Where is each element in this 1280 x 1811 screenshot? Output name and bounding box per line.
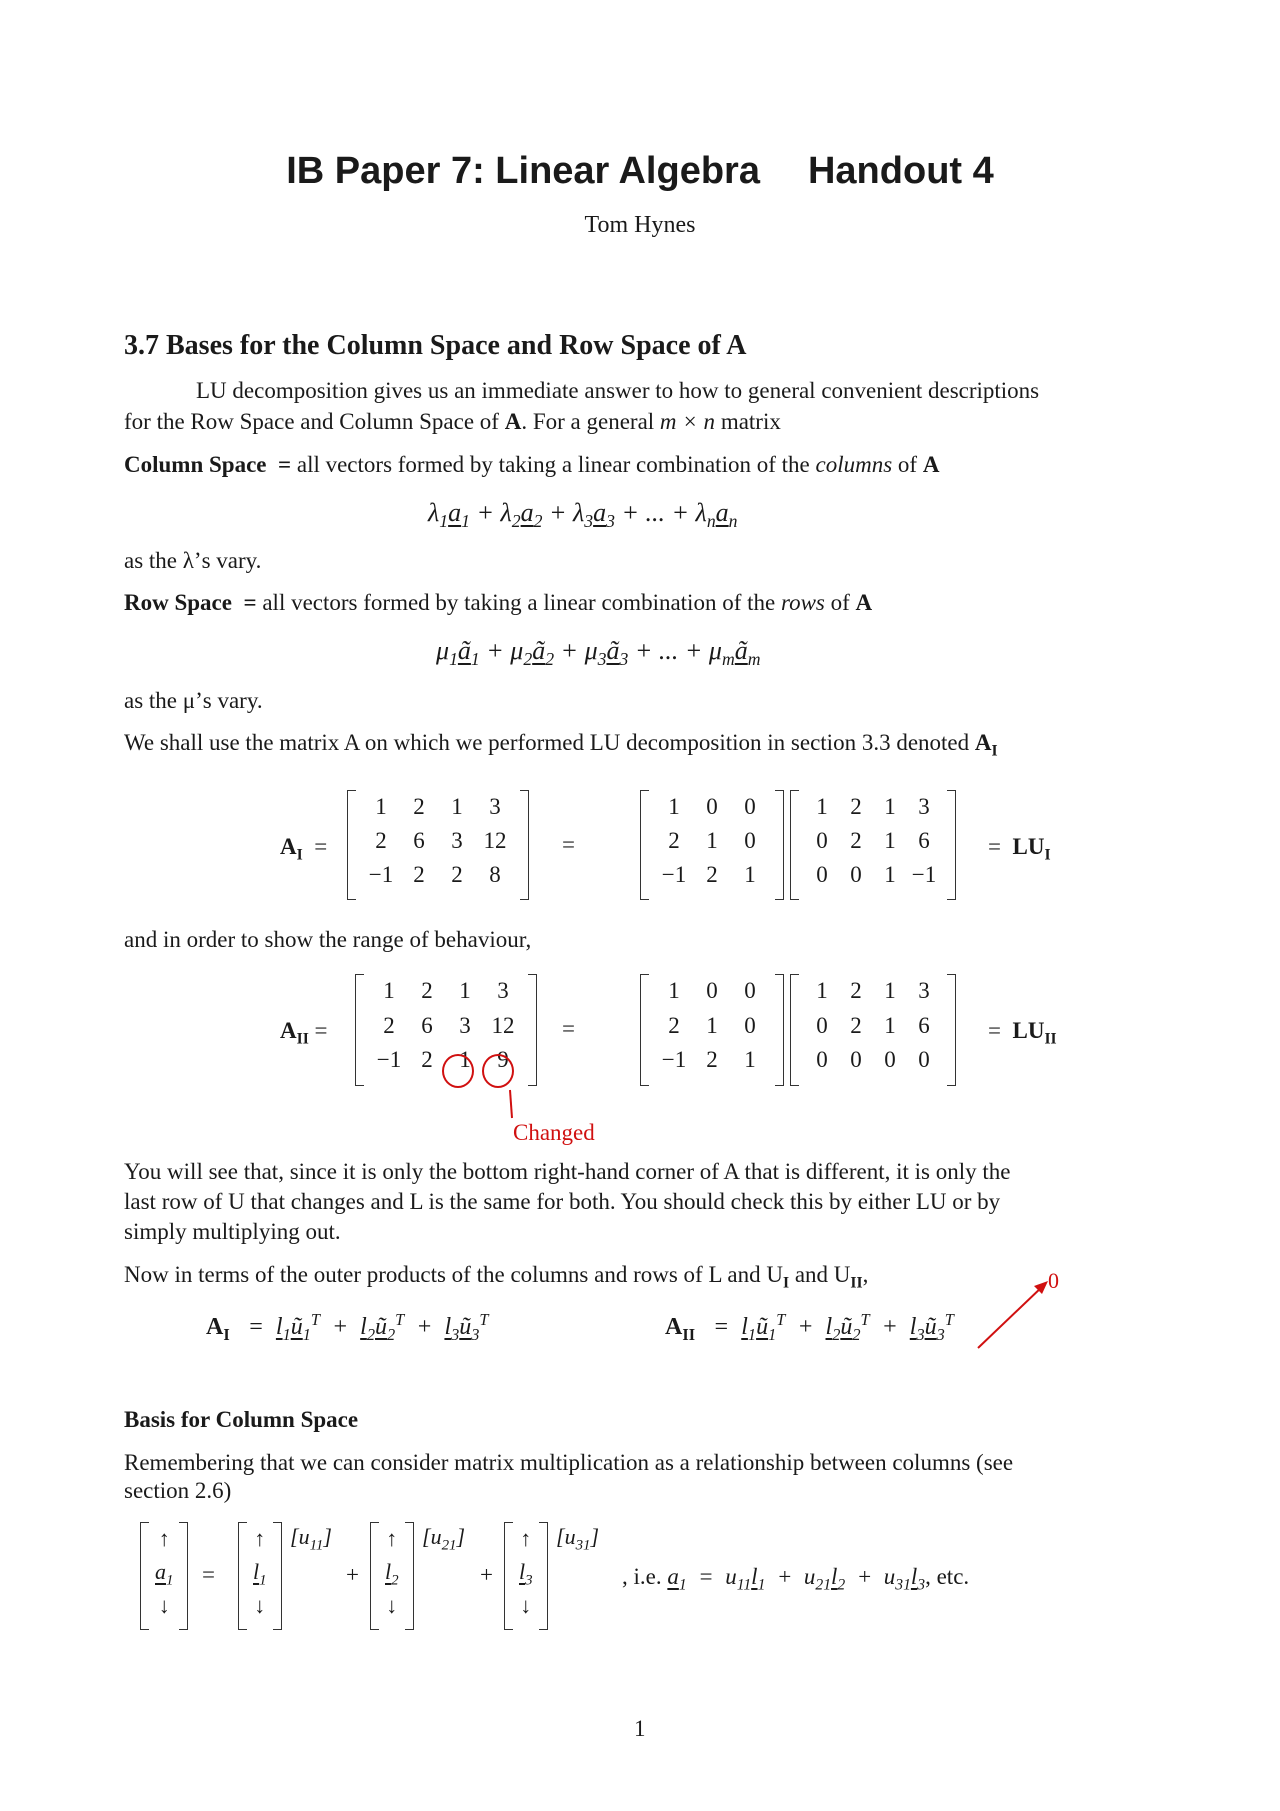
matrix-cell: 0 (706, 794, 718, 819)
observe-line-3: simply multiplying out. (124, 1219, 341, 1244)
matrix-cell: 3 (918, 794, 930, 819)
strike-arrow-line (978, 1285, 1044, 1348)
matrix-cell: 2 (413, 862, 425, 887)
basis-line-2: section 2.6) (124, 1478, 232, 1503)
intro-line-2: for the Row Space and Column Space of A. For a general m × n matrix (124, 409, 781, 434)
matrix-cell: 6 (413, 828, 425, 853)
observe-line-1: You will see that, since it is only the bottom right-hand corner of A that is different, it is only the (124, 1159, 1011, 1184)
lambda-vary: as the λ’s vary. (124, 548, 262, 573)
equals-sign: = (202, 1562, 215, 1587)
matrix-cell: 2 (668, 1012, 680, 1038)
rhs-LU-I: = $LU_I$ (988, 834, 1051, 864)
matrix-cell: 2 (421, 1047, 433, 1073)
use-matrix-line: We shall use the matrix A on which we performed LU decomposition in section 3.3 denoted $A_I$ (124, 730, 998, 760)
matrix-cell: 3 (497, 978, 509, 1003)
matrix-cell: 2 (383, 1012, 395, 1038)
u21-entry: $[u_{21}]$ (422, 1524, 466, 1554)
mu-vary: as the μ’s vary. (124, 688, 263, 713)
matrix-cell: −1 (368, 862, 394, 887)
matrix-cell: 2 (451, 862, 463, 887)
matrix-cell: 1 (884, 794, 896, 819)
changed-label: Changed (513, 1120, 595, 1145)
matrix-cell: 1 (459, 1047, 471, 1073)
matrix-cell: 1 (744, 1047, 756, 1073)
matrix-cell: 1 (668, 978, 680, 1003)
outer-products-line: Now in terms of the outer products of the columns and rows of L and $U_I$ and $U_{II}$, (124, 1262, 869, 1292)
matrix-cell: 12 (491, 1012, 515, 1038)
matrix-cell: 9 (497, 1047, 509, 1073)
matrix-cell: −1 (661, 862, 687, 887)
intro-line-1: LU decomposition gives us an immediate answer to how to general convenient descriptions (196, 378, 1040, 403)
changed-pointer-line (510, 1090, 512, 1118)
matrix-cell: 0 (706, 978, 718, 1003)
matrix-cell: 2 (850, 1012, 862, 1038)
basis-heading: Basis for Column Space (124, 1407, 359, 1432)
matrix-cell: 0 (744, 1012, 756, 1038)
matrix-cell: 2 (706, 1047, 718, 1073)
outer-product-AI: $A_I$ = $l_1ũ_1^T$ + $l_2ũ_2^T$ + $l_3ũ_3^T$ (206, 1310, 489, 1344)
section-heading: 3.7 Bases for the Column Space and Row Space of A (124, 330, 747, 361)
matrix-cell: 1 (451, 794, 463, 819)
matrix-cell: 2 (668, 828, 680, 853)
matrix-cell: 1 (706, 1012, 718, 1038)
matrix-cell: 3 (489, 794, 501, 819)
matrix-cell: 2 (706, 862, 718, 887)
column-space-definition: Column Space = all vectors formed by taking a linear combination of the columns of A (124, 452, 940, 477)
row-space-definition: Row Space = all vectors formed by taking a linear combination of the rows of A (124, 590, 873, 615)
plus-sign: + (346, 1562, 359, 1587)
ie-equation: , i.e. $a_1 = u_{11}l_1 + u_{21}l_2 + u_{31}l_3$, etc. (622, 1564, 970, 1594)
basis-line-1: Remembering that we can consider matrix multiplication as a relationship between columns (see (124, 1450, 1014, 1475)
lhs-A-I: $A_I$ = (280, 834, 328, 864)
rhs-LU-II: = $LU_{II}$ (988, 1018, 1057, 1048)
matrix-cell: 3 (918, 978, 930, 1003)
matrix-cell: 6 (421, 1012, 433, 1038)
matrix-cell: 1 (884, 978, 896, 1003)
matrix-cell: 8 (489, 862, 501, 887)
title-handout: Handout 4 (807, 150, 994, 192)
matrix-cell: 1 (816, 794, 828, 819)
matrix-cell: 1 (459, 978, 471, 1003)
equals-sign: = (562, 1016, 575, 1041)
title-main: IB Paper 7: Linear Algebra (286, 150, 760, 192)
matrix-cell: −1 (376, 1047, 402, 1073)
matrix-cell: −1 (911, 862, 937, 887)
matrix-cell: 0 (850, 1047, 862, 1073)
observe-line-2: last row of U that changes and L is the same for both. You should check this by either LU or by (124, 1189, 1001, 1214)
outer-product-AII: $A_{II}$ = $l_1ũ_1^T$ + $l_2ũ_2^T$ + $l_3ũ_3^T$ (665, 1310, 954, 1344)
u11-entry: $[u_{11}]$ (290, 1524, 332, 1554)
author: Tom Hynes (584, 212, 696, 238)
u31-entry: $[u_{31}]$ (556, 1524, 600, 1554)
matrix-cell: 0 (816, 1047, 828, 1073)
matrix-cell: 6 (918, 1012, 930, 1038)
vector-l3: ↑ $l_3$ ↓ (504, 1522, 548, 1630)
page-number: 1 (634, 1716, 646, 1741)
matrix-cell: 0 (816, 828, 828, 853)
matrix-cell: 1 (884, 828, 896, 853)
row-combination-equation: $\mu_1ã_1$ + $\mu_2ã_2$ + $\mu_3ã_3$ + ... + $\mu_mã_m$ (436, 636, 761, 670)
matrix-cell: 0 (744, 828, 756, 853)
matrix-cell: 0 (850, 862, 862, 887)
matrix-cell: 12 (483, 828, 507, 853)
matrix-cell: 1 (383, 978, 395, 1003)
lhs-A-II: $A_{II}$ = (280, 1018, 328, 1048)
matrix-cell: 2 (421, 978, 433, 1003)
matrix-cell: 1 (668, 794, 680, 819)
matrix-cell: 1 (884, 862, 896, 887)
matrix-cell: 0 (816, 1012, 828, 1038)
matrix-cell: 1 (706, 828, 718, 853)
matrix-cell: 2 (850, 794, 862, 819)
plus-sign: + (480, 1562, 493, 1587)
matrix-cell: 6 (918, 828, 930, 853)
matrix-cell: 1 (884, 1012, 896, 1038)
matrix-cell: 1 (816, 978, 828, 1003)
matrix-cell: 0 (884, 1047, 896, 1073)
zero-annotation: 0 (1048, 1268, 1059, 1293)
matrix-cell: 1 (744, 862, 756, 887)
matrix-cell: 0 (744, 794, 756, 819)
matrix-cell: 0 (918, 1047, 930, 1073)
matrix-cell: 2 (850, 978, 862, 1003)
matrix-cell: 2 (413, 794, 425, 819)
matrix-cell: 1 (375, 794, 387, 819)
matrix-cell: 0 (816, 862, 828, 887)
matrix-cell: 0 (744, 978, 756, 1003)
matrix-cell: 2 (850, 828, 862, 853)
vector-a1: ↑ $a_1$ ↓ (140, 1522, 188, 1630)
vector-l2: ↑ $l_2$ ↓ (370, 1522, 414, 1630)
matrix-cell: 3 (459, 1012, 471, 1038)
matrix-cell: 2 (375, 828, 387, 853)
equals-sign: = (562, 832, 575, 857)
matrix-cell: 3 (451, 828, 463, 853)
matrix-cell: −1 (661, 1047, 687, 1073)
column-combination-equation: $\lambda_1a_1 + \lambda_2a_2 + \lambda_3a_3$ + ... + $\lambda_na_n$ (428, 498, 738, 532)
vector-l1: ↑ $l_1$ ↓ (238, 1522, 282, 1630)
range-line: and in order to show the range of behaviour, (124, 927, 532, 952)
